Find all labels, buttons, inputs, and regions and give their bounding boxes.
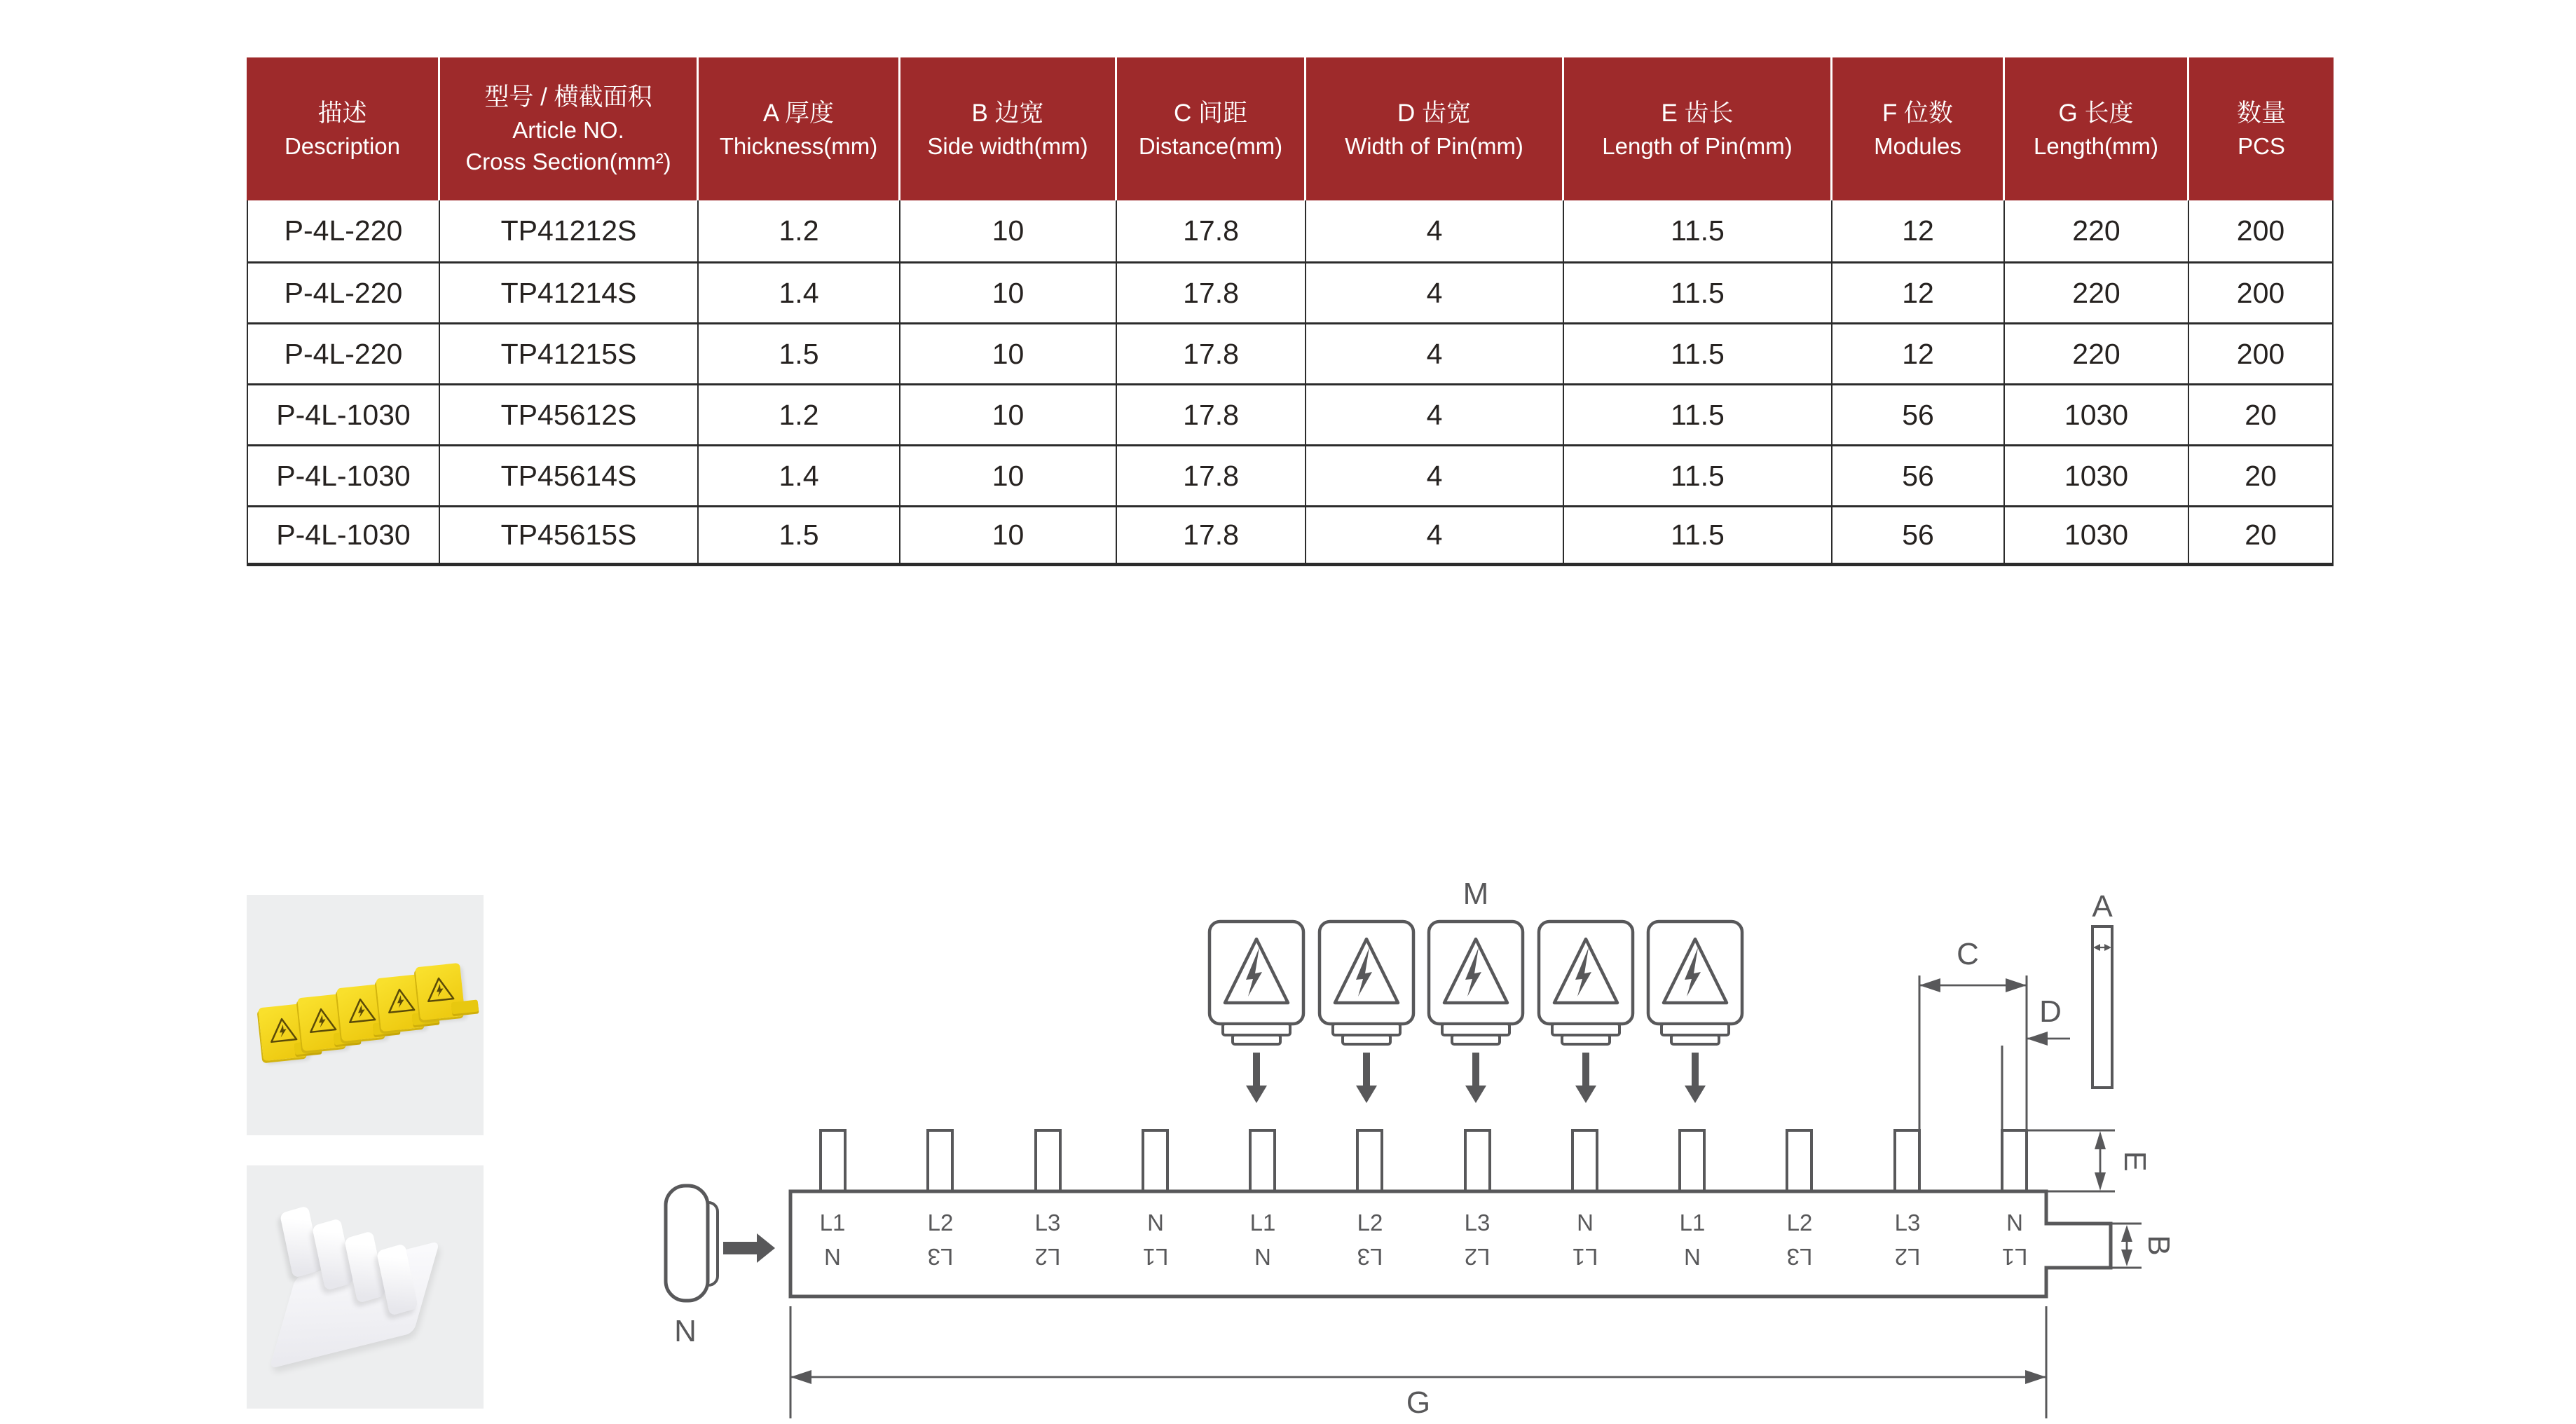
table-cell: 200 xyxy=(2189,200,2334,261)
col-header-description xyxy=(247,57,440,200)
table-cell: 10 xyxy=(900,200,1117,261)
yellow-cover xyxy=(415,963,465,1020)
dim-e xyxy=(2015,1130,2152,1191)
table-cell: 1.5 xyxy=(699,505,900,566)
phase-label-inverted: L2 xyxy=(1894,1244,1921,1270)
col-header-distance xyxy=(1117,57,1306,200)
col-header-side-width xyxy=(900,57,1117,200)
col-header-pin-width xyxy=(1306,57,1564,200)
spec-table xyxy=(247,57,2334,566)
col-header-thickness xyxy=(699,57,900,200)
header-line: Length of Pin(mm) xyxy=(1602,132,1793,159)
table-row xyxy=(247,505,2334,566)
table-cell: 56 xyxy=(1832,505,2005,566)
table-cell: 1.2 xyxy=(699,383,900,444)
col-header-modules xyxy=(1832,57,2005,200)
table-cell: 17.8 xyxy=(1117,322,1306,383)
table-cell: 4 xyxy=(1306,322,1564,383)
phase-label-inverted: L3 xyxy=(927,1244,954,1270)
header-line: F 位数 xyxy=(1882,99,1954,127)
busbar-body xyxy=(790,1191,2111,1296)
warning-cover xyxy=(1429,922,1523,1044)
table-cell: 20 xyxy=(2189,383,2334,444)
table-cell: 220 xyxy=(2005,322,2189,383)
table-row xyxy=(247,322,2334,383)
table-cell: TP41212S xyxy=(440,200,699,261)
table-cell: 1030 xyxy=(2005,505,2189,566)
table-cell: 10 xyxy=(900,261,1117,322)
table-cell: 1.2 xyxy=(699,200,900,261)
table-header xyxy=(247,57,2334,200)
table-cell: 17.8 xyxy=(1117,261,1306,322)
table-cell: 10 xyxy=(900,322,1117,383)
insert-arrows xyxy=(1246,1053,1706,1103)
table-cell: 17.8 xyxy=(1117,200,1306,261)
dim-d xyxy=(2002,994,2070,1130)
table-cell: 1.4 xyxy=(699,261,900,322)
header-line: Description xyxy=(284,132,401,159)
warning-cover xyxy=(1320,922,1413,1044)
phase-label-inverted: L3 xyxy=(1786,1244,1813,1270)
table-cell: TP45615S xyxy=(440,505,699,566)
table-cell: 17.8 xyxy=(1117,383,1306,444)
phase-label-inverted: L3 xyxy=(1357,1244,1383,1270)
table-body xyxy=(247,200,2334,566)
busbar-technical-drawing xyxy=(659,869,2193,1424)
dim-label-d: D xyxy=(2039,994,2062,1029)
header-line: D 齿宽 xyxy=(1397,99,1471,127)
header-line: 型号 / 横截面积 xyxy=(484,83,652,111)
dim-b xyxy=(2111,1224,2176,1268)
col-header-length xyxy=(2005,57,2189,200)
col-header-pin-length xyxy=(1564,57,1832,200)
busbar-pins xyxy=(821,1130,2027,1193)
table-row xyxy=(247,200,2334,261)
header-line: Article NO. xyxy=(512,117,624,143)
table-cell: TP41214S xyxy=(440,261,699,322)
dim-label-b: B xyxy=(2142,1235,2176,1256)
phase-label: L2 xyxy=(927,1210,954,1235)
table-cell: 220 xyxy=(2005,200,2189,261)
table-cell: 11.5 xyxy=(1564,322,1832,383)
table-cell: 200 xyxy=(2189,322,2334,383)
header-line: Thickness(mm) xyxy=(719,132,878,159)
col-header-pcs xyxy=(2189,57,2334,200)
header-line: E 齿长 xyxy=(1661,99,1734,127)
warning-cover-symbols xyxy=(1210,922,1742,1044)
phase-label-inverted: N xyxy=(824,1244,841,1270)
dim-label-g: G xyxy=(1406,1385,1431,1420)
table-cell: 20 xyxy=(2189,444,2334,505)
warning-cover xyxy=(1539,922,1633,1044)
header-line: Modules xyxy=(1874,132,1961,159)
table-cell: 4 xyxy=(1306,261,1564,322)
dim-label-c: C xyxy=(1957,937,1979,971)
dim-label-n: N xyxy=(674,1314,697,1348)
header-line: A 厚度 xyxy=(762,99,835,127)
warning-cover xyxy=(1210,922,1303,1044)
header-line: C 间距 xyxy=(1173,99,1247,127)
phase-label-inverted: N xyxy=(1254,1244,1271,1270)
table-cell: 4 xyxy=(1306,444,1564,505)
phase-label-inverted: L2 xyxy=(1034,1244,1061,1270)
dim-g xyxy=(790,1306,2046,1420)
phase-label-inverted: L2 xyxy=(1464,1244,1491,1270)
table-cell: P-4L-220 xyxy=(247,261,440,322)
table-cell: 11.5 xyxy=(1564,505,1832,566)
phase-label: L2 xyxy=(1357,1210,1383,1235)
header-line: Distance(mm) xyxy=(1138,132,1283,159)
table-cell: 56 xyxy=(1832,383,2005,444)
table-cell: 4 xyxy=(1306,383,1564,444)
table-cell: 20 xyxy=(2189,505,2334,566)
table-cell: TP41215S xyxy=(440,322,699,383)
dim-a xyxy=(2092,889,2113,1088)
phase-label-inverted: L1 xyxy=(1572,1244,1598,1270)
dim-label-a: A xyxy=(2092,889,2113,924)
phase-label: N xyxy=(2006,1210,2023,1235)
table-cell: 10 xyxy=(900,444,1117,505)
phase-label: L1 xyxy=(1679,1210,1706,1235)
table-cell: 12 xyxy=(1832,200,2005,261)
table-cell: 1.5 xyxy=(699,322,900,383)
table-cell: 4 xyxy=(1306,505,1564,566)
phase-label: L2 xyxy=(1786,1210,1813,1235)
header-line: PCS xyxy=(2238,132,2285,159)
table-cell: 11.5 xyxy=(1564,444,1832,505)
table-cell: P-4L-220 xyxy=(247,200,440,261)
table-cell: 1.4 xyxy=(699,444,900,505)
phase-label-inverted: N xyxy=(1684,1244,1701,1270)
phase-label: L3 xyxy=(1894,1210,1921,1235)
table-cell: 12 xyxy=(1832,261,2005,322)
table-row xyxy=(247,383,2334,444)
table-cell: 1030 xyxy=(2005,444,2189,505)
insert-arrow-right xyxy=(723,1233,775,1263)
header-line: 数量 xyxy=(2236,99,2286,127)
table-cell: 11.5 xyxy=(1564,383,1832,444)
cover-foot xyxy=(451,999,479,1014)
phase-label-inverted: L1 xyxy=(2001,1244,2028,1270)
table-cell: 220 xyxy=(2005,261,2189,322)
phase-label-inverted: L1 xyxy=(1142,1244,1169,1270)
phase-label: N xyxy=(1577,1210,1594,1235)
table-cell: P-4L-220 xyxy=(247,322,440,383)
header-line: Length(mm) xyxy=(2034,132,2158,159)
header-line: 描述 xyxy=(317,99,367,127)
header-line: Cross Section(mm²) xyxy=(465,149,671,174)
phase-label: L3 xyxy=(1034,1210,1061,1235)
header-line: G 长度 xyxy=(2058,99,2134,127)
table-cell: 12 xyxy=(1832,322,2005,383)
header-line: B 边宽 xyxy=(971,99,1044,127)
table-cell: 4 xyxy=(1306,200,1564,261)
phase-label: L1 xyxy=(1249,1210,1276,1235)
table-cell: TP45612S xyxy=(440,383,699,444)
table-cell: 17.8 xyxy=(1117,444,1306,505)
table-cell: 200 xyxy=(2189,261,2334,322)
table-cell: 17.8 xyxy=(1117,505,1306,566)
warning-cover xyxy=(1648,922,1742,1044)
table-cell: 1030 xyxy=(2005,383,2189,444)
table-cell: P-4L-1030 xyxy=(247,444,440,505)
table-cell: 10 xyxy=(900,505,1117,566)
table-row xyxy=(247,261,2334,322)
table-cell: 11.5 xyxy=(1564,261,1832,322)
n-end-cap xyxy=(666,1186,718,1301)
dim-label-m: M xyxy=(1462,877,1489,911)
dim-label-e: E xyxy=(2118,1151,2152,1172)
table-cell: 56 xyxy=(1832,444,2005,505)
phase-label: N xyxy=(1147,1210,1164,1235)
table-cell: 11.5 xyxy=(1564,200,1832,261)
product-photo-warning-covers xyxy=(247,895,484,1135)
product-photo-end-cap xyxy=(247,1165,484,1409)
phase-label: L1 xyxy=(819,1210,846,1235)
phase-label: L3 xyxy=(1464,1210,1491,1235)
table-cell: P-4L-1030 xyxy=(247,505,440,566)
table-cell: TP45614S xyxy=(440,444,699,505)
col-header-article xyxy=(440,57,699,200)
header-line: Width of Pin(mm) xyxy=(1345,132,1523,159)
header-line: Side width(mm) xyxy=(927,132,1088,159)
table-cell: P-4L-1030 xyxy=(247,383,440,444)
table-row xyxy=(247,444,2334,505)
table-cell: 10 xyxy=(900,383,1117,444)
